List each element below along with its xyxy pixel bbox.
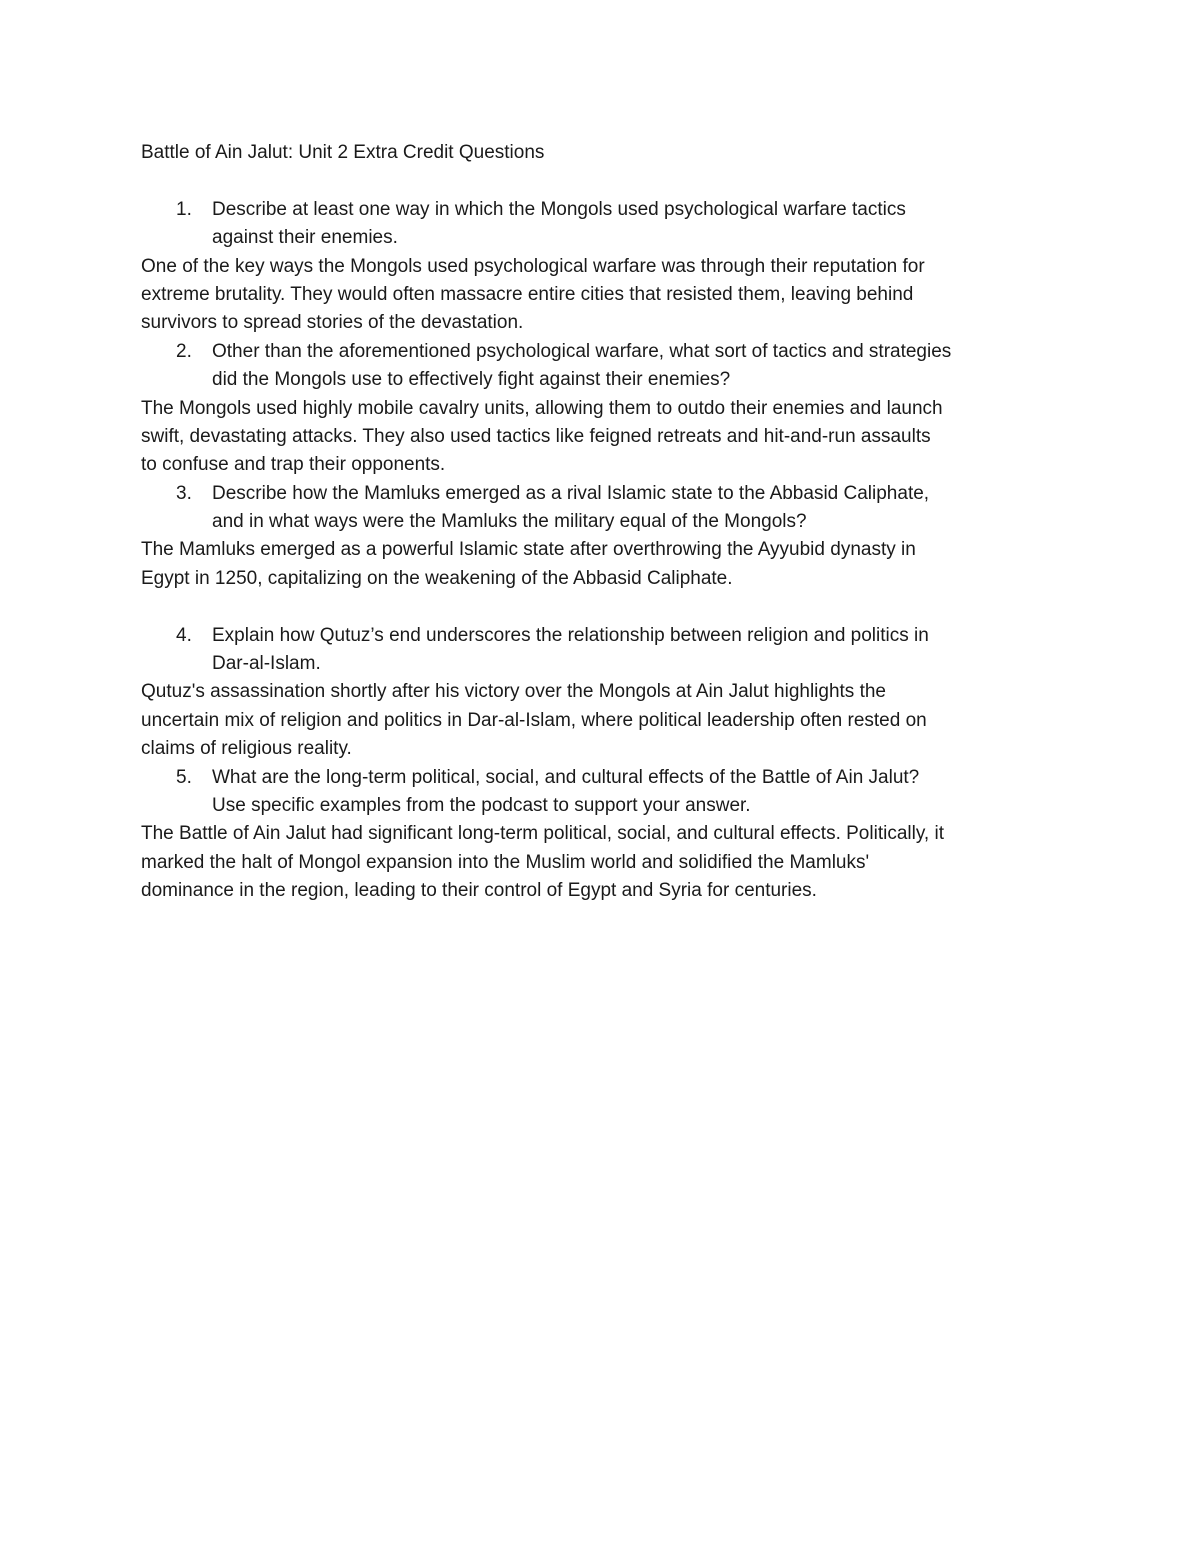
answer-line: dominance in the region, leading to their control of Egypt and Syria for centuries. — [141, 880, 817, 902]
question-number: 5. — [176, 766, 192, 788]
answer-line: Egypt in 1250, capitalizing on the weakening of the Abbasid Caliphate. — [141, 567, 733, 589]
question-text: did the Mongols use to effectively fight against their enemies? — [212, 369, 731, 391]
question-text: and in what ways were the Mamluks the military equal of the Mongols? — [212, 511, 807, 533]
question-list — [141, 196, 1071, 906]
question-line — [141, 366, 1071, 394]
question-line — [141, 196, 1071, 224]
question-item — [141, 480, 1071, 594]
question-line — [141, 480, 1071, 508]
question-line — [141, 764, 1071, 792]
document-title: Battle of Ain Jalut: Unit 2 Extra Credit Questions — [141, 142, 545, 163]
blank-line — [141, 593, 1071, 621]
answer-line: survivors to spread stories of the devastation. — [141, 312, 524, 334]
answer-line: The Mamluks emerged as a powerful Islamic state after overthrowing the Ayyubid dynasty in — [141, 539, 916, 561]
question-item — [141, 338, 1071, 480]
question-text: Describe how the Mamluks emerged as a rival Islamic state to the Abbasid Caliphate, — [212, 482, 930, 504]
answer-line: extreme brutality. They would often massacre entire cities that resisted them, leaving behind — [141, 283, 914, 305]
question-line — [141, 338, 1071, 366]
question-item — [141, 622, 1071, 764]
question-line — [141, 650, 1071, 678]
question-item — [141, 764, 1071, 906]
question-number: 1. — [176, 198, 192, 220]
answer-line: The Battle of Ain Jalut had significant long-term political, social, and cultural effects. Politically, it — [141, 823, 944, 845]
question-text: What are the long-term political, social, and cultural effects of the Battle of Ain Jalut? — [212, 766, 920, 788]
question-line — [141, 792, 1071, 820]
question-text: Describe at least one way in which the Mongols used psychological warfare tactics — [212, 198, 906, 220]
question-text: Dar-al-Islam. — [212, 653, 321, 675]
question-number: 2. — [176, 340, 192, 362]
question-line — [141, 622, 1071, 650]
answer-line: The Mongols used highly mobile cavalry units, allowing them to outdo their enemies and launch — [141, 397, 943, 419]
document-page — [141, 139, 1071, 906]
answer-line: Qutuz's assassination shortly after his victory over the Mongols at Ain Jalut highlights the — [141, 681, 886, 703]
answer-line: marked the halt of Mongol expansion into the Muslim world and solidified the Mamluks' — [141, 851, 870, 873]
question-text: against their enemies. — [212, 227, 398, 249]
question-text: Other than the aforementioned psychological warfare, what sort of tactics and strategies — [212, 340, 952, 362]
answer-line: uncertain mix of religion and politics in Dar-al-Islam, where political leadership often rested on — [141, 709, 927, 731]
question-text: Explain how Qutuz’s end underscores the relationship between religion and politics in — [212, 624, 929, 646]
question-text: Use specific examples from the podcast to support your answer. — [212, 794, 751, 816]
answer-line: swift, devastating attacks. They also used tactics like feigned retreats and hit-and-run assaults — [141, 425, 931, 447]
answer-line: to confuse and trap their opponents. — [141, 454, 446, 476]
question-item — [141, 196, 1071, 338]
question-number: 4. — [176, 624, 192, 646]
answer-line: One of the key ways the Mongols used psychological warfare was through their reputation for — [141, 255, 925, 277]
question-number: 3. — [176, 482, 192, 504]
question-line — [141, 508, 1071, 536]
answer-line: claims of religious reality. — [141, 738, 352, 760]
question-line — [141, 224, 1071, 252]
blank-line — [141, 167, 1071, 195]
